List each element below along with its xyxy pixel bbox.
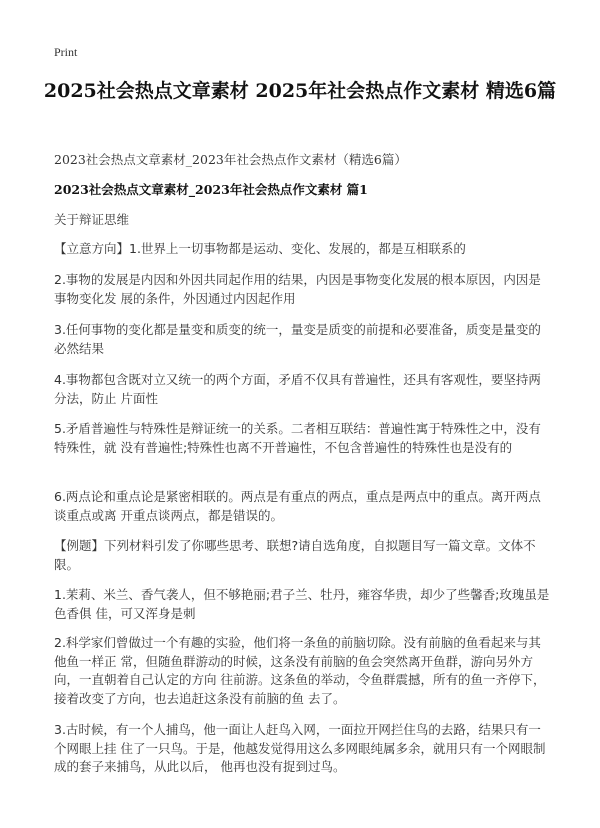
document-subtitle: 2023社会热点文章素材_2023年社会热点作文素材（精选6篇） — [54, 152, 407, 167]
paragraph: 4.事物都包含既对立又统一的两个方面，矛盾不仅具有普遍性，还具有客观性，要坚持两分法，防止 片面性 — [54, 372, 541, 406]
section-heading: 2023社会热点文章素材_2023年社会热点作文素材 篇1 — [54, 182, 368, 197]
paragraph: 6.两点论和重点论是紧密相联的。两点是有重点的两点，重点是两点中的重点。离开两点谈重点或离 开重点谈两点，都是错误的。 — [54, 489, 541, 523]
page-title: 2025社会热点文章素材 2025年社会热点作文素材 精选6篇 — [43, 80, 557, 102]
paragraph: 3.任何事物的变化都是量变和质变的统一，量变是质变的前提和必要准备，质变是量变的必然结果 — [54, 322, 541, 356]
paragraph: 1.茉莉、米兰、香气袭人，但不够艳丽;君子兰、牡丹，雍容华贵，却少了些馨香;玫瑰虽是色香俱 佳，可又浑身是刺 — [54, 587, 550, 621]
paragraph: 3.古时候，有一个人捕鸟，他一面让人赶鸟入网，一面拉开网拦住鸟的去路，结果只有一个网眼上挂 住了一只鸟。于是，他越发觉得用这么多网眼纯属多余，就用只有一个网眼制成的套子来捕鸟，从此以后， 他再也没有捉到过鸟。 — [54, 722, 546, 774]
topic-heading: 关于辩证思维 — [54, 212, 130, 227]
print-link[interactable]: Print — [54, 45, 78, 59]
paragraph: 5.矛盾普遍性与特殊性是辩证统一的关系。二者相互联结：普遍性寓于特殊性之中，没有特殊性，就 没有普遍性;特殊性也离不开普遍性，不包含普遍性的特殊性也是没有的 — [54, 421, 541, 455]
paragraph: 2.事物的发展是内因和外因共同起作用的结果，内因是事物变化发展的根本原因，内因是事物变化发 展的条件，外因通过内因起作用 — [54, 272, 541, 306]
paragraph: 2.科学家们曾做过一个有趣的实验，他们将一条鱼的前脑切除。没有前脑的鱼看起来与其他鱼一样正 常，但随鱼群游动的时候，这条没有前脑的鱼会突然离开鱼群，游向另外方向，一直朝着自己认定的方向 往前游。这条鱼的举动，令鱼群震撼，所有的鱼一齐停下，接着改变了方向，也去追赶这条没有前脑的鱼 去了。 — [54, 635, 546, 706]
paragraph: 【例题】下列材料引发了你哪些思考、联想?请自选角度，自拟题目写一篇文章。文体不限。 — [54, 538, 536, 572]
paragraph: 【立意方向】1.世界上一切事物都是运动、变化、发展的，都是互相联系的 — [54, 241, 466, 256]
